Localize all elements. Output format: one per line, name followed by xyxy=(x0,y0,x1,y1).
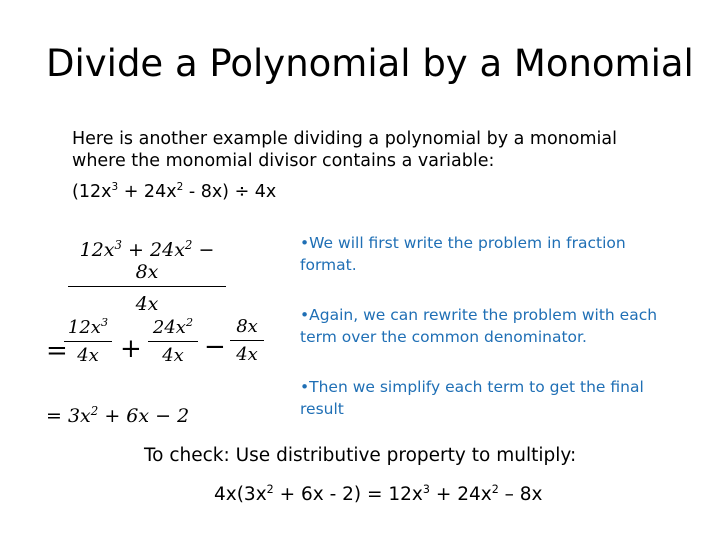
term-2-numerator: 24x xyxy=(152,317,186,338)
equals-sign: = xyxy=(46,336,68,366)
minus-sign: − xyxy=(204,332,226,362)
problem-part: + 24x xyxy=(118,182,177,202)
fraction-bar xyxy=(64,341,112,342)
term-1-numerator: 12x xyxy=(67,317,101,338)
fraction-format xyxy=(68,238,226,315)
fraction-numerator: $12x^3 + 24x^2 - 8x$ xyxy=(79,238,215,283)
check-line-1: To check: Use distributive property to multiply: xyxy=(144,445,577,466)
note-common-denominator: •Again, we can rewrite the problem with each term over the common denominator. xyxy=(300,306,658,346)
term-1-exponent: 3 xyxy=(100,316,109,329)
term-3-denominator: 4x xyxy=(236,344,258,365)
fraction-bar xyxy=(148,341,198,342)
problem-part: - 8x) ÷ 4x xyxy=(183,182,277,202)
intro-line-2: where the monomial divisor contains a variable: xyxy=(72,151,495,171)
term-3-numerator: 8x xyxy=(236,316,258,337)
fraction-bar xyxy=(230,340,264,341)
simplified-result: = $3x^2 + 6x - 2$ xyxy=(46,404,190,427)
term-2-exponent: 2 xyxy=(185,316,194,329)
fraction-bar xyxy=(68,286,226,287)
problem-exponent: 2 xyxy=(176,181,184,193)
term-fraction-3 xyxy=(230,316,264,365)
problem-statement xyxy=(72,176,276,203)
term-1-denominator: 4x xyxy=(77,345,99,366)
term-2-denominator: 4x xyxy=(162,345,184,366)
plus-sign: + xyxy=(120,334,142,364)
problem-part: (12x xyxy=(72,182,112,202)
fraction-denominator: 4x xyxy=(135,293,159,315)
term-fraction-1 xyxy=(64,316,112,366)
term-fraction-2 xyxy=(148,316,198,366)
problem-exponent: 3 xyxy=(111,181,119,193)
intro-line-1: Here is another example dividing a polynomial by a monomial xyxy=(72,129,617,149)
note-simplify: •Then we simplify each term to get the final result xyxy=(300,378,644,418)
note-fraction-format: •We will first write the problem in fraction format. xyxy=(300,234,626,274)
check-line-2: $4x(3x^2 + 6x - 2) = 12x^3 + 24x^2 - 8x$ xyxy=(214,483,543,505)
slide-title: Divide a Polynomial by a Monomial xyxy=(46,42,694,85)
